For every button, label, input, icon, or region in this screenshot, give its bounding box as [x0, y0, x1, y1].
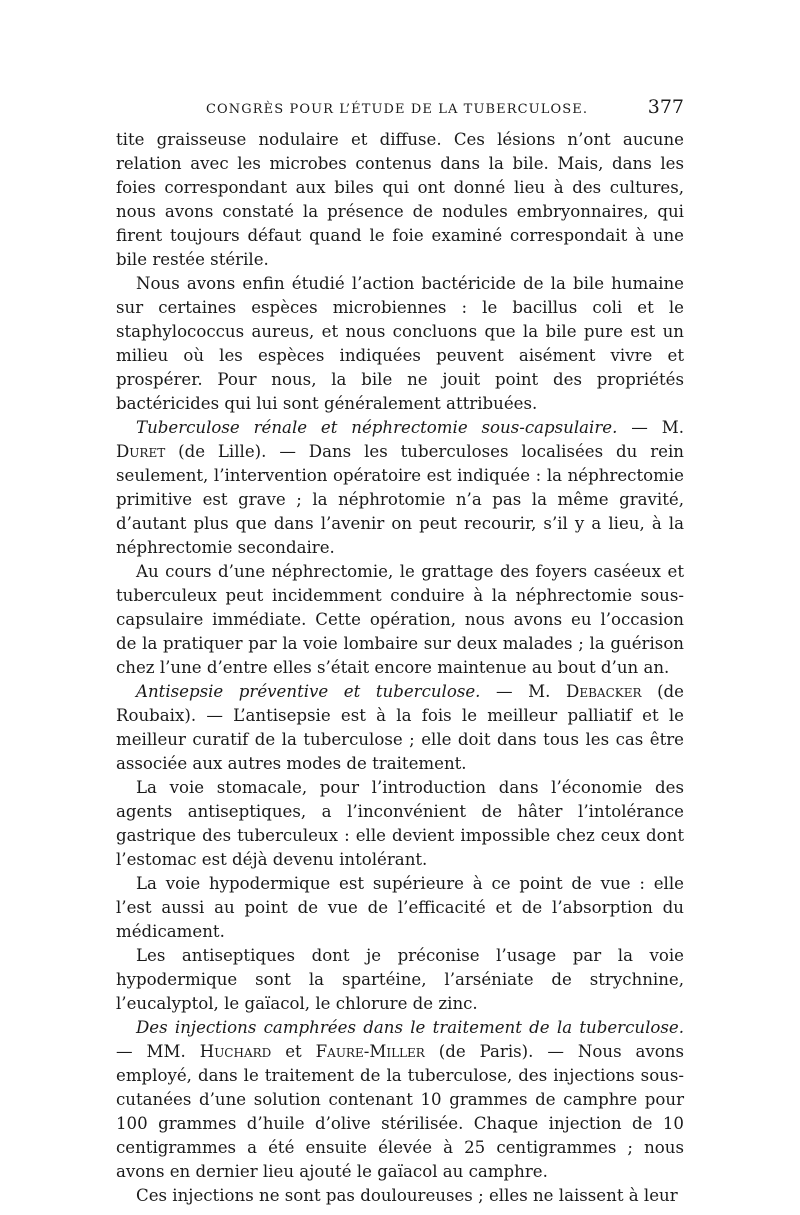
- separator: — M.: [617, 418, 684, 437]
- paragraph: La voie stomacale, pour l’introduction dans l’économie des agents antiseptiques, a l’inconvénient de hâter l’intolérance gastrique des tuberculeux : elle devient impossible chez ceux dont l’estomac est déjà devenu intolérant.: [116, 778, 684, 869]
- article-entry-duret: [116, 416, 684, 560]
- conjunction: et: [271, 1042, 316, 1061]
- author-name: Debacker: [566, 682, 642, 701]
- article-title: Des injections camphrées dans le traitement de la tuberculose.: [136, 1018, 684, 1037]
- article-entry-huchard: [116, 1016, 684, 1184]
- article-text: (de Paris). — Nous avons employé, dans le traitement de la tuberculose, des injections sous-cutanées d’une solution contenant 10 grammes de camphre pour 100 grammes d’huile d’olive stérilisée. Chaque injection de 10 centigrammes a été ensuite élevée à 25 centigrammes ; nous avons en dernier lieu ajouté le gaïacol au camphre.: [116, 1042, 684, 1181]
- paragraph-truncated: Ces injections ne sont pas douloureuses ; elles ne laissent à leur: [136, 1186, 678, 1205]
- author-name: Faure-Miller: [315, 1042, 425, 1061]
- page-header: [116, 96, 684, 122]
- author-name: Huchard: [199, 1042, 272, 1061]
- paragraph-continued: tite graisseuse nodulaire et diffuse. Ces lésions n’ont aucune relation avec les microbes contenus dans la bile. Mais, dans les foies correspondant aux biles qui ont donné lieu à des cultures, nous avons constaté la présence de nodules embryonnaires, qui firent toujours défaut quand le foie examiné correspondait à une bile restée stérile.: [116, 130, 684, 269]
- article-text: (de Roubaix). — L’antisepsie est à la fois le meilleur palliatif et le meilleur curatif de la tuberculose ; elle doit dans tous les cas être associée aux autres modes de traitement.: [116, 682, 684, 773]
- author-name: Duret: [116, 442, 166, 461]
- article-title: Tuberculose rénale et néphrectomie sous-capsulaire.: [136, 418, 618, 437]
- article-entry-debacker: [116, 680, 684, 776]
- article-title: Antisepsie préventive et tuberculose.: [136, 682, 481, 701]
- page-number: 377: [647, 96, 684, 118]
- running-head: CONGRÈS POUR L’ÉTUDE DE LA TUBERCULOSE.: [206, 102, 589, 117]
- paragraph: Nous avons enfin étudié l’action bactéricide de la bile humaine sur certaines espèces microbiennes : le bacillus coli et le staphylococcus aureus, et nous concluons que la bile pure est un milieu où les espèces indiquées peuvent aisément vivre et prospérer. Pour nous, la bile ne jouit point des propriétés bactéricides qui lui sont généralement attribuées.: [116, 274, 684, 413]
- page-body: [116, 128, 684, 1208]
- paragraph: Au cours d’une néphrectomie, le grattage des foyers caséeux et tuberculeux peut incidemment conduire à la néphrectomie sous-capsulaire immédiate. Cette opération, nous avons eu l’occasion de la pratiquer par la voie lombaire sur deux malades ; la guérison chez l’une d’entre elles s’était encore maintenue au bout d’un an.: [116, 562, 684, 677]
- paragraph: Les antiseptiques dont je préconise l’usage par la voie hypodermique sont la spartéine, l’arséniate de strychnine, l’eucalyptol, le gaïacol, le chlorure de zinc.: [116, 946, 684, 1013]
- separator: — M.: [480, 682, 567, 701]
- paragraph: La voie hypodermique est supérieure à ce point de vue : elle l’est aussi au point de vue de l’efficacité et de l’absorption du médicament.: [116, 874, 684, 941]
- article-text: (de Lille). — Dans les tuberculoses localisées du rein seulement, l’intervention opératoire est indiquée : la néphrectomie primitive est grave ; la néphrotomie n’a pas la même gravité, d’autant plus que dans l’avenir on peut recourir, s’il y a lieu, à la néphrectomie secondaire.: [116, 442, 684, 557]
- separator: — MM.: [116, 1042, 200, 1061]
